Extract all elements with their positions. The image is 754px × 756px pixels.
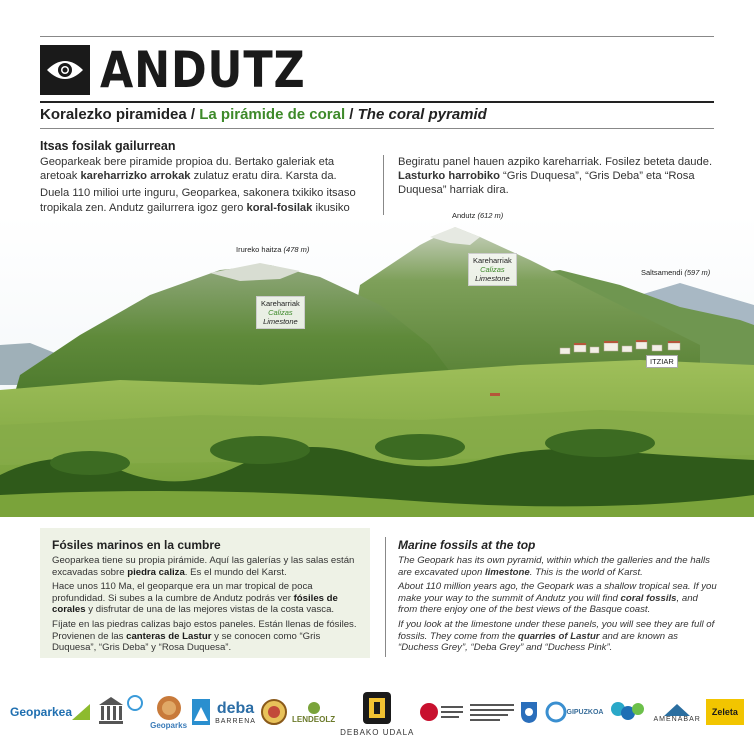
limestone-label-left: Kareharriak Calizas Limestone [256, 296, 305, 329]
sponsor-logos [10, 684, 744, 740]
logo-mountain [192, 699, 210, 725]
unesco-temple-icon [95, 693, 145, 731]
spanish-text: Geoparkea tiene su propia pirámide. Aquí las galerías y las salas están excavadas sobre piedra caliza. Es el mundo del Karst. Hace unos 110 Ma, el geoparque era un mar tropical de poca profundidad. Si subes a la cumbre de Andutz podrás ver fósiles de corales y disfrutar de una de las mejores vistas de la costa vasca. Fíjate en las piedras calizas bajo estos paneles. Están llenas de fósiles. Provienen de las canteras de Lastur y se conocen como “Gris Duquesa”, “Gris Deba” y “Rosa Duquesa”. [52, 555, 357, 654]
government-flag-icon [419, 700, 465, 724]
label-irureko-haitza: Irureko haitza (478 m) [236, 245, 310, 254]
logo-regional-government [419, 700, 465, 724]
title-rule [40, 101, 714, 103]
label-itziar: ITZIAR [646, 355, 678, 368]
english-text: The Geopark has its own pyramid, within which the galleries and the halls are excavated upon limestone. This is the world of Karst. About 110 million years ago, the Geopark was a shallow tropical sea. If you make your way to the summit of Andutz you will find coral fossils, and from there enjoy one of the best views of the Basque coast. If you look at the limestone under these panels, you will see they are full of fossils. They come from the quarries of Lastur and are known as “Duchess Grey”, “Deba Grey” and “Duchess Pink”. [398, 555, 717, 654]
landscape-illustration [0, 215, 754, 517]
english-heading: Marine fossils at the top [398, 538, 536, 552]
top-rule [40, 36, 714, 37]
spanish-heading: Fósiles marinos en la cumbre [52, 538, 221, 552]
gipuzkoa-mark-icon [545, 701, 567, 723]
intro-left-text: Geoparkeak bere piramide propioa du. Bertako galeriak eta aretoak kareharrizko arrokak zulatuz eratu dira. Karsta da. Duela 110 milioi urte inguru, Geoparkea, sakonera txikiko itsaso tropikala zen. Andutz gailurrera igoz gero koral-fosilak ikusiko [40, 156, 356, 214]
intro-heading: Itsas fosilak gailurrean [40, 139, 176, 153]
logo-unesco [95, 693, 145, 731]
logo-basque-government [470, 700, 514, 724]
label-andutz: Andutz (612 m) [452, 211, 504, 220]
logo-gipuzkoa: GIPUZKOA [545, 701, 604, 723]
logo-lendeolz: LENDEOLZ [292, 701, 335, 724]
subtitle-basque: Koralezko piramidea [40, 106, 187, 123]
intro-right-text: Begiratu panel hauen azpiko kareharriak. Fosilez beteta daude. Lasturko harrobiko “Gris Duquesa”, “Gris Deba” eta “Rosa Duquesa” harriak dira. [398, 156, 713, 197]
subtitle-english: The coral pyramid [357, 106, 487, 123]
logo-biosphere [608, 699, 648, 725]
spanish-panel [40, 528, 370, 658]
euskadi-shield-icon [519, 700, 539, 724]
bottom-divider [385, 537, 386, 657]
logo-seal [261, 697, 287, 727]
logo-deba-barrena: deba BARRENA [215, 699, 256, 725]
eye-icon [40, 45, 90, 95]
coat-of-arms-icon [357, 688, 397, 728]
puzzle-icon [608, 699, 648, 725]
seal-icon [261, 697, 287, 727]
logo-geoparks: Geoparks [150, 695, 187, 730]
amenabar-mark-icon [664, 702, 690, 716]
english-panel [398, 534, 718, 657]
label-saltsamendi: Saltsamendi (597 m) [641, 268, 711, 277]
government-text-icon [470, 700, 514, 724]
logo-zeleta: Zeleta [706, 699, 744, 725]
geoparkea-mark-icon [72, 704, 90, 720]
intro-divider [383, 155, 384, 223]
subtitle-rule [40, 128, 714, 129]
logo-euskadi [519, 700, 539, 724]
logo-amenabar: AMENABAR [654, 702, 701, 723]
subtitle: Koralezko piramidea / La pirámide de coral / The coral pyramid [40, 106, 487, 123]
mountain-icon [192, 699, 210, 725]
logo-geoparkea: Geoparkea [10, 704, 90, 720]
geoparks-globe-icon [155, 695, 183, 721]
page-title: ANDUTZ [100, 41, 306, 99]
limestone-label-right: Kareharriak Calizas Limestone [468, 253, 517, 286]
header [40, 41, 339, 99]
subtitle-spanish: La pirámide de coral [199, 106, 346, 123]
logo-debako-udala: DEBAKO UDALA [340, 688, 414, 737]
lendeolz-mark-icon [306, 701, 322, 715]
